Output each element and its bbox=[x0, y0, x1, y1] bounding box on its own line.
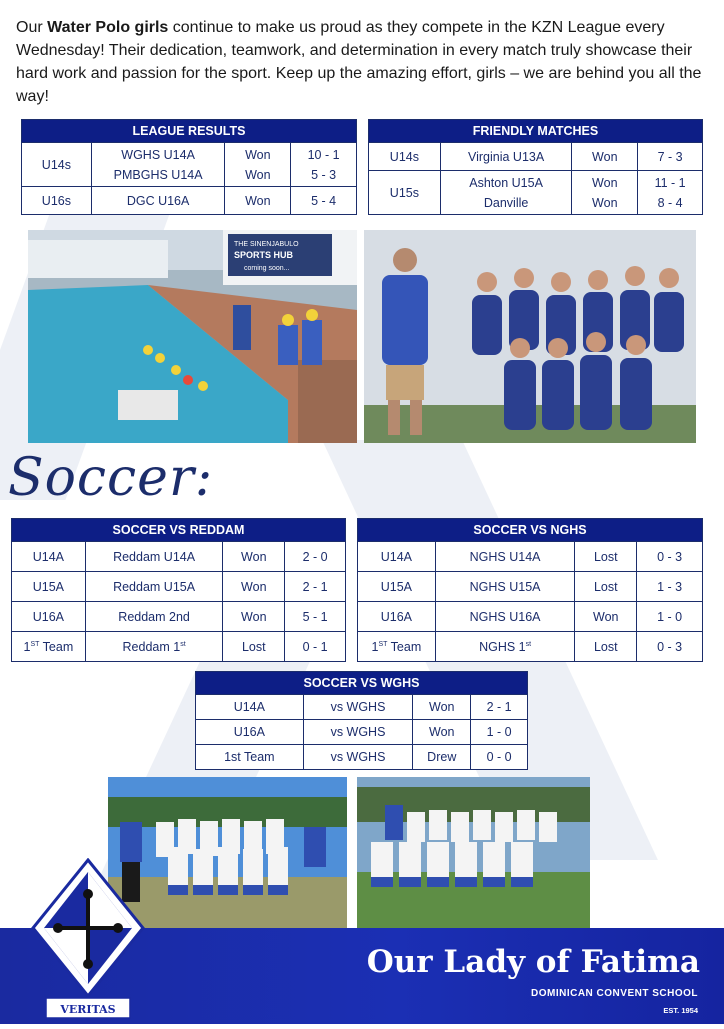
score-text: 5 - 3 bbox=[311, 167, 337, 182]
superscript: ST bbox=[378, 640, 388, 648]
result-text: Won bbox=[245, 147, 271, 162]
result-cell: Drew bbox=[413, 745, 471, 770]
result-text: Won bbox=[592, 195, 618, 210]
result-cell: Won bbox=[575, 602, 637, 632]
result-text: Won bbox=[592, 175, 618, 190]
score-cell: 5 - 1 bbox=[285, 602, 346, 632]
result-cell: Won bbox=[572, 143, 638, 171]
table-row bbox=[358, 572, 703, 602]
score-cell bbox=[638, 171, 703, 215]
table-row bbox=[12, 572, 346, 602]
table-title: SOCCER VS REDDAM bbox=[12, 519, 346, 542]
soccer-vs-nghs-table bbox=[357, 518, 703, 662]
result-cell: Lost bbox=[575, 542, 637, 572]
team-photo-illustration bbox=[364, 230, 696, 443]
opponent-cell bbox=[435, 632, 575, 662]
school-subtitle: DOMINICAN CONVENT SCHOOL bbox=[531, 988, 698, 999]
league-results-table bbox=[21, 119, 357, 215]
score-cell: 2 - 0 bbox=[285, 542, 346, 572]
school-name: Our Lady of Fatima bbox=[366, 944, 700, 980]
team-cell: U16A bbox=[12, 602, 86, 632]
score-text: 10 - 1 bbox=[307, 147, 340, 162]
soccer-team-photo-2 bbox=[357, 777, 590, 932]
sign-text: THE SINENJABULO bbox=[234, 241, 299, 248]
score-cell: 2 - 1 bbox=[285, 572, 346, 602]
intro-text-rest: continue to make us proud as they compete in the KZN League every Wednesday! Their dedication, teamwork, and determination in every match truly showcase their hard work and passion for the sport. Keep up the amazing effort, girls – we are behind you all the way! bbox=[16, 19, 702, 105]
score-cell: 0 - 3 bbox=[637, 632, 703, 662]
team-cell: U15A bbox=[12, 572, 86, 602]
opponent-text: Reddam 1 bbox=[122, 639, 181, 654]
result-cell: Won bbox=[413, 695, 471, 720]
crest-icon bbox=[28, 858, 148, 1024]
score-cell: 1 - 0 bbox=[471, 720, 528, 745]
table-row bbox=[358, 602, 703, 632]
opponent-cell bbox=[85, 632, 223, 662]
team-cell bbox=[12, 632, 86, 662]
water-polo-team-photo bbox=[364, 230, 696, 443]
score-cell: 7 - 3 bbox=[638, 143, 703, 171]
team-text: 1 bbox=[371, 639, 379, 654]
age-cell: U14s bbox=[22, 143, 92, 187]
opponent-cell: vs WGHS bbox=[303, 695, 413, 720]
team-cell: U16A bbox=[358, 602, 436, 632]
intro-text: Our bbox=[16, 19, 48, 36]
school-established: EST. 1954 bbox=[663, 1006, 698, 1015]
team-cell: 1st Team bbox=[196, 745, 304, 770]
score-cell: 0 - 0 bbox=[471, 745, 528, 770]
result-cell: Lost bbox=[575, 572, 637, 602]
table-row bbox=[12, 632, 346, 662]
result-text: Won bbox=[245, 167, 271, 182]
score-text: 8 - 4 bbox=[657, 195, 683, 210]
motto-text: VERITAS bbox=[60, 1003, 116, 1016]
opponent-text: Danville bbox=[483, 195, 529, 210]
team-cell: U15A bbox=[358, 572, 436, 602]
team-cell: U14A bbox=[196, 695, 304, 720]
table-title: LEAGUE RESULTS bbox=[22, 120, 357, 143]
score-cell: 1 - 3 bbox=[637, 572, 703, 602]
opponent-cell: DGC U16A bbox=[91, 187, 225, 215]
table-row bbox=[196, 720, 528, 745]
soccer-vs-wghs-table bbox=[195, 671, 528, 770]
opponent-cell: Reddam 2nd bbox=[85, 602, 223, 632]
age-cell: U16s bbox=[22, 187, 92, 215]
score-cell: 1 - 0 bbox=[637, 602, 703, 632]
school-crest-logo bbox=[28, 858, 148, 1024]
team-text: 1 bbox=[23, 639, 31, 654]
result-cell bbox=[225, 143, 291, 187]
team-cell: U16A bbox=[196, 720, 304, 745]
table-title: FRIENDLY MATCHES bbox=[369, 120, 703, 143]
result-cell: Lost bbox=[223, 632, 285, 662]
result-cell: Won bbox=[223, 602, 285, 632]
opponent-cell: Virginia U13A bbox=[440, 143, 572, 171]
opponent-cell: vs WGHS bbox=[303, 745, 413, 770]
opponent-cell bbox=[440, 171, 572, 215]
result-cell: Won bbox=[413, 720, 471, 745]
table-row bbox=[12, 602, 346, 632]
sign-text: SPORTS HUB bbox=[234, 250, 294, 260]
table-row bbox=[358, 632, 703, 662]
table-row bbox=[196, 695, 528, 720]
score-cell: 5 - 4 bbox=[291, 187, 357, 215]
soccer-heading: Soccer: bbox=[8, 448, 214, 508]
team-cell bbox=[358, 632, 436, 662]
result-cell: Won bbox=[223, 542, 285, 572]
sign-text: coming soon... bbox=[244, 265, 290, 272]
soccer-vs-reddam-table bbox=[11, 518, 346, 662]
score-text: 11 - 1 bbox=[654, 175, 686, 190]
score-cell bbox=[291, 143, 357, 187]
result-cell: Lost bbox=[575, 632, 637, 662]
opponent-cell bbox=[91, 143, 225, 187]
table-title: SOCCER VS WGHS bbox=[196, 672, 528, 695]
team-cell: U14A bbox=[12, 542, 86, 572]
intro-paragraph bbox=[16, 16, 716, 108]
water-polo-pool-photo bbox=[28, 230, 357, 443]
opponent-cell: Reddam U15A bbox=[85, 572, 223, 602]
result-cell bbox=[572, 171, 638, 215]
team-text: Team bbox=[39, 639, 74, 654]
score-cell: 2 - 1 bbox=[471, 695, 528, 720]
superscript: ST bbox=[30, 640, 40, 648]
table-row bbox=[196, 745, 528, 770]
superscript: st bbox=[180, 640, 186, 648]
friendly-matches-table bbox=[368, 119, 703, 215]
intro-bold-text: Water Polo girls bbox=[47, 19, 169, 36]
score-cell: 0 - 3 bbox=[637, 542, 703, 572]
superscript: st bbox=[525, 640, 532, 648]
table-row bbox=[358, 542, 703, 572]
score-cell: 0 - 1 bbox=[285, 632, 346, 662]
team-cell: U14A bbox=[358, 542, 436, 572]
opponent-cell: NGHS U15A bbox=[435, 572, 575, 602]
team-text: Team bbox=[387, 639, 422, 654]
result-cell: Won bbox=[225, 187, 291, 215]
opponent-cell: NGHS U14A bbox=[435, 542, 575, 572]
age-cell: U15s bbox=[369, 171, 441, 215]
opponent-text: NGHS 1 bbox=[479, 639, 526, 654]
opponent-text: Ashton U15A bbox=[469, 175, 543, 190]
opponent-cell: vs WGHS bbox=[303, 720, 413, 745]
pool-photo-illustration bbox=[28, 230, 357, 443]
table-row bbox=[12, 542, 346, 572]
result-cell: Won bbox=[223, 572, 285, 602]
opponent-cell: NGHS U16A bbox=[435, 602, 575, 632]
opponent-cell: Reddam U14A bbox=[85, 542, 223, 572]
opponent-text: WGHS U14A bbox=[121, 147, 195, 162]
age-cell: U14s bbox=[369, 143, 441, 171]
table-title: SOCCER VS NGHS bbox=[358, 519, 703, 542]
opponent-text: PMBGHS U14A bbox=[113, 167, 203, 182]
soccer-photo-illustration bbox=[357, 777, 590, 932]
